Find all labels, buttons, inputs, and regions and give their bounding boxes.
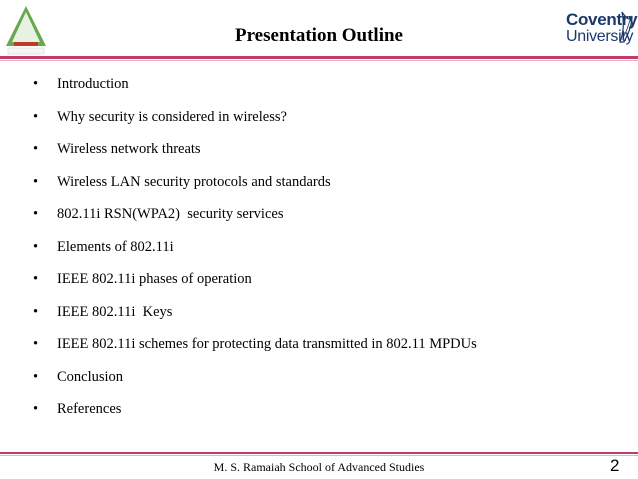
outline-item — [33, 334, 477, 354]
slide-title: Presentation Outline — [234, 25, 403, 46]
bullet: • — [33, 271, 39, 287]
outline-item — [33, 204, 283, 224]
coventry-logo-text-bottom: University — [566, 28, 634, 45]
outline-item-text: IEEE 802.11i phases of operation — [57, 271, 252, 287]
coventry-logo-text-top: Coventry — [566, 10, 638, 29]
outline-item — [33, 269, 252, 289]
outline-item — [33, 74, 129, 94]
bullet: • — [33, 303, 39, 320]
outline-item-text: Wireless LAN security protocols and standards — [57, 173, 331, 190]
header-divider-secondary — [0, 60, 638, 61]
outline-item-text: IEEE 802.11i Keys — [57, 303, 173, 320]
page-number: 2 — [610, 456, 620, 475]
bullet: • — [33, 238, 39, 255]
outline-item — [33, 367, 123, 387]
footer-divider — [0, 452, 638, 454]
bullet: • — [33, 108, 39, 125]
outline-item-text: Conclusion — [57, 368, 124, 385]
footer-text: M. S. Ramaiah School of Advanced Studies — [213, 460, 425, 474]
bullet: • — [33, 336, 39, 352]
outline-item-text: Elements of 802.11i — [57, 238, 174, 255]
outline-item — [33, 172, 331, 192]
outline-item-text: References — [57, 401, 122, 417]
bullet: • — [33, 401, 39, 417]
outline-item — [33, 107, 287, 127]
outline-item — [33, 399, 121, 419]
outline-item — [33, 139, 201, 159]
header-divider — [0, 56, 638, 59]
bullet: • — [33, 141, 39, 157]
bullet: • — [33, 76, 39, 92]
bullet: • — [33, 173, 39, 190]
footer-divider-secondary — [0, 455, 638, 456]
bullet: • — [33, 368, 39, 385]
outline-item-text: Introduction — [57, 76, 129, 92]
outline-item — [33, 237, 174, 257]
outline-item — [33, 302, 172, 322]
outline-item-text: 802.11i RSN(WPA2) security services — [57, 206, 284, 222]
outline-item-text: IEEE 802.11i schemes for protecting data transmitted in 802.11 MPDUs — [57, 336, 477, 352]
outline-item-text: Why security is considered in wireless? — [57, 108, 287, 125]
bullet: • — [33, 206, 39, 222]
outline-item-text: Wireless network threats — [57, 141, 201, 157]
